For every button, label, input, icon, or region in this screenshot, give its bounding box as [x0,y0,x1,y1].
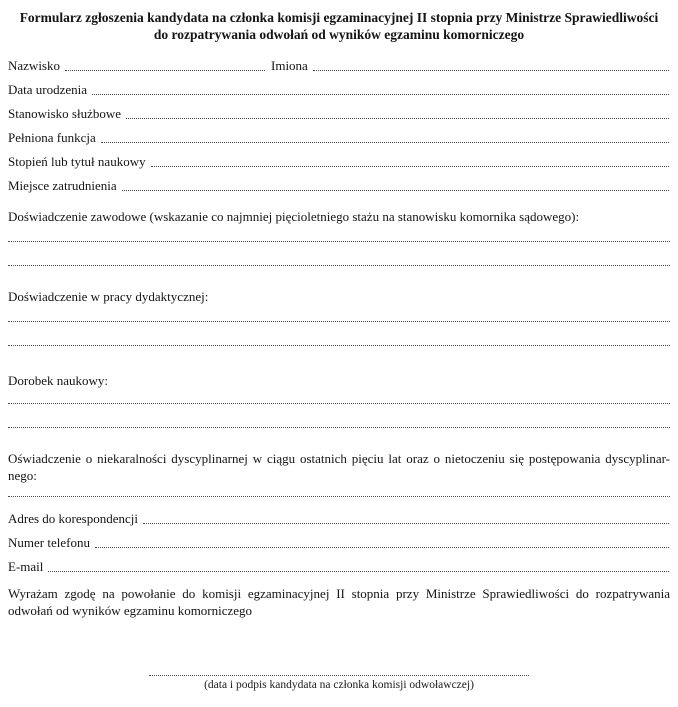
scientific-achievements-label: Dorobek naukowy: [8,373,109,388]
disciplinary-declaration-input-line [8,496,670,497]
birth-date-label: Data urodzenia [8,82,88,97]
contact-fields [8,510,670,575]
section-scientific-achievements [8,372,670,428]
scientific-achievements-input-line [8,427,670,428]
employer-label: Miejsce zatrudnienia [8,178,117,193]
section-teaching-experience [8,288,670,346]
field-row-phone-number [8,534,670,551]
email-input-line [48,571,669,572]
field-row-academic-degree [8,153,670,170]
position-label: Stanowisko służbowe [8,106,122,121]
first-names-label: Imiona [271,58,308,73]
employer-input-line [122,190,669,191]
email-label: E-mail [8,559,44,574]
birth-date-input-line [92,94,669,95]
function-label: Pełniona funkcja [8,130,96,145]
disciplinary-declaration-line-2: nego: [8,468,37,483]
page-title-line-2: do rozpatrywania odwołań od wyników egzaminu komorniczego [153,27,525,42]
professional-experience-input-line [8,241,670,242]
page-title [8,9,670,43]
field-row-position [8,105,670,122]
disciplinary-declaration-line-1: Oświadczenie o niekaralności dyscyplinarnej w ciągu ostatnich pięciu lat oraz o nietoczeniu się postępowania dyscyplinar- [8,451,670,466]
teaching-experience-input-line [8,321,670,322]
first-names-input-line [313,70,669,71]
field-row-email [8,558,670,575]
academic-degree-input-line [151,166,669,167]
field-row-birth-date [8,81,670,98]
phone-number-input-line [95,547,669,548]
field-row-employer [8,177,670,194]
field-row-mailing-address [8,510,670,527]
field-row-function [8,129,670,146]
section-professional-experience [8,208,670,266]
academic-degree-label: Stopień lub tytuł naukowy [8,154,146,169]
mailing-address-input-line [143,523,669,524]
professional-experience-label: Doświadczenie zawodowe (wskazanie co najmniej pięcioletniego stażu na stanowisku komornika sądowego): [8,209,580,224]
position-input-line [126,118,669,119]
last-name-label: Nazwisko [8,58,60,73]
consent-statement: Wyrażam zgodę na powołanie do komisji egzaminacyjnej II stopnia przy Ministrze Sprawiedliwości do rozpatrywania odwołań od wyników egzaminu komorniczego [8,586,670,618]
mailing-address-label: Adres do korespondencji [8,511,138,526]
signature-input-line [149,675,529,676]
professional-experience-input-line [8,265,670,266]
teaching-experience-label: Doświadczenie w pracy dydaktycznej: [8,289,209,304]
page-title-line-1: Formularz zgłoszenia kandydata na członka komisji egzaminacyjnej II stopnia przy Ministrze Sprawiedliwości [19,10,659,25]
phone-number-label: Numer telefonu [8,535,90,550]
section-disciplinary-declaration [8,450,670,497]
scientific-achievements-input-line [8,403,670,404]
signature-block [8,675,670,692]
signature-caption: (data i podpis kandydata na członka komisji odwoławczej) [204,679,474,691]
field-row-name [8,57,670,74]
last-name-input-line [65,70,265,71]
function-input-line [101,142,669,143]
teaching-experience-input-line [8,345,670,346]
